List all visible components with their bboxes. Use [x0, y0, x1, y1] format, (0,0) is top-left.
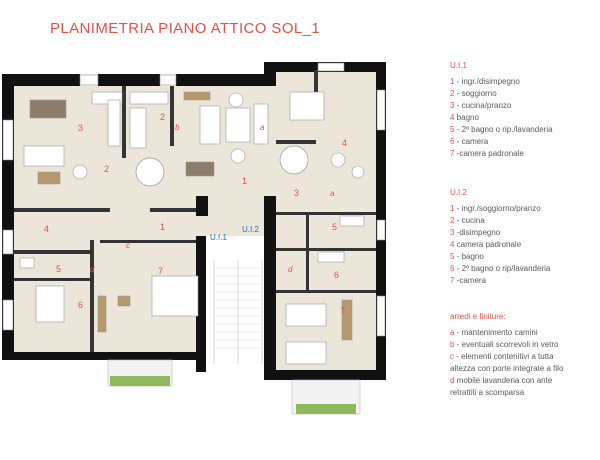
legend-item: a - mantenimento camini [450, 328, 538, 337]
label-room-2-ui1: 2 [104, 164, 110, 174]
label-unit-1: U.I.1 [210, 233, 227, 242]
legend-item: 2 - soggiorno [450, 89, 497, 98]
legend-item: 1 - ingr./disimpegno [450, 77, 520, 86]
legend-item: 7 -camera padronale [450, 149, 524, 158]
legend-item: altezza con porte integrate a filo [450, 364, 564, 373]
legend-unit-1-heading: U.I.1 [450, 61, 467, 70]
legend-unit-2 [450, 187, 550, 287]
stairwell [206, 252, 270, 370]
legend-item: 7 -camera [450, 276, 487, 285]
label-a-small: a [330, 189, 335, 198]
legend-item: retrattili a scomparsa [450, 388, 525, 397]
label-room-1-mid: 1 [242, 176, 248, 186]
legend-item: 5 - 2º bagno o rip./lavanderia [450, 125, 553, 134]
label-room-3-ui1: 3 [78, 123, 84, 133]
label-room-7-right: 7 [340, 306, 346, 316]
label-room-7-mid: 7 [158, 266, 164, 276]
label-room-2-top: 2 [160, 112, 166, 122]
legend-finishes-heading: arredi e finiture: [450, 312, 506, 321]
legend-item: 1 - ingr./soggiorno/pranzo [450, 204, 541, 213]
legend-finishes [450, 311, 563, 399]
label-d-left: d [90, 265, 95, 274]
legend-item: 4 camera padronale [450, 240, 522, 249]
legend-unit-1 [450, 60, 553, 160]
legend-item: d mobile lavanderia con ante [450, 376, 553, 385]
label-room-5-right: 5 [332, 222, 338, 232]
label-room-5-left: 5 [56, 264, 62, 274]
label-c: c [126, 241, 130, 250]
legend-item: 2 - cucina [450, 216, 485, 225]
legend-item: 4 bagno [450, 113, 479, 122]
legend-item: 3 - cucina/pranzo [450, 101, 512, 110]
legend-item: 5 - bagno [450, 252, 484, 261]
label-room-6-left: 6 [78, 300, 84, 310]
label-room-4-left: 4 [44, 224, 50, 234]
label-room-6-right: 6 [334, 270, 340, 280]
legend-item: 6 - 2º bagno o rip/lavanderia [450, 264, 551, 273]
label-room-1-center: 1 [160, 222, 166, 232]
legend-item: 6 - camera [450, 137, 489, 146]
legend-unit-2-heading: U.I.2 [450, 188, 467, 197]
legend-item: 3 -disimpegno [450, 228, 501, 237]
label-unit-2: U.I.2 [242, 225, 259, 234]
label-room-4-right: 4 [342, 138, 348, 148]
label-a-right: a [260, 123, 265, 132]
legend-item: b - eventuali scorrevoli in vetro [450, 340, 559, 349]
label-d-right: d [288, 265, 293, 274]
legend-item: c - elementi contenitivi a tutta [450, 352, 554, 361]
label-room-3-right: 3 [294, 188, 300, 198]
label-b: b [175, 123, 180, 132]
page-title: PLANIMETRIA PIANO ATTICO SOL_1 [50, 20, 321, 37]
